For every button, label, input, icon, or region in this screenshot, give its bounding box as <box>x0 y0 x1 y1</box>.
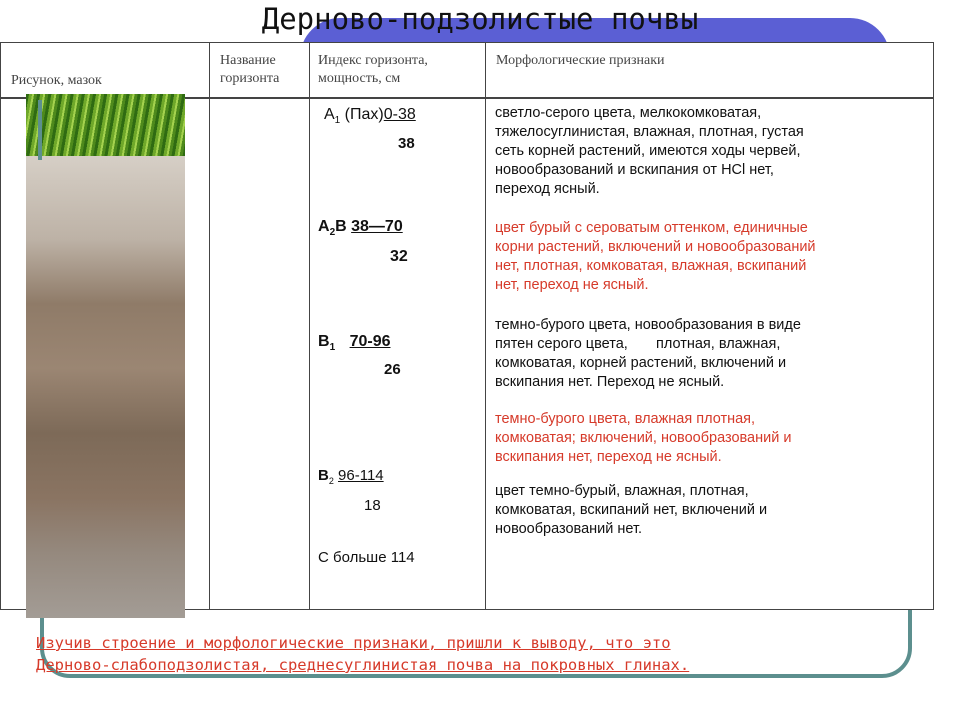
horizon-b1: $B_1$ 70-96 <box>318 333 391 354</box>
page-title: Дерново-подзолистые почвы <box>261 2 699 36</box>
cell-index <box>309 98 486 610</box>
description-a2b: цвет бурый с сероватым оттенком, единичные корни растений, включений и новообразований нет, плотная, комковатая, влажная, вскипаний нет, переход не ясный. <box>495 220 816 293</box>
conclusion-line2: Дерново-слабоподзолистая, среднесуглинистая почва на покровных глинах. <box>36 656 690 674</box>
header-name-line1: Название <box>220 53 276 68</box>
header-morph-label: Морфологические признаки <box>496 53 665 68</box>
horizon-a1-thickness: 38 <box>398 135 415 152</box>
grass-layer <box>26 94 185 156</box>
soil-profile-image <box>26 94 185 618</box>
header-name <box>209 42 310 98</box>
horizon-c: С больше 114 <box>318 549 415 566</box>
header-index <box>309 42 486 98</box>
description-b1: темно-бурого цвета, новообразования в виде пятен серого цвета, плотная, влажная, комковатая, корней растений, включений и вскипания нет. Переход не ясный. <box>495 317 801 390</box>
horizon-b2: $B_2$ 96-114 <box>318 467 384 486</box>
horizon-b1-thickness: 26 <box>384 361 401 378</box>
description-b2: темно-бурого цвета, влажная плотная, комковатая; включений, новообразований и вскипания нет, переход не ясный. <box>495 411 792 465</box>
header-index-line2: мощность, см <box>318 71 401 86</box>
description-a1: светло-серого цвета, мелкокомковатая, тяжелосуглинистая, влажная, плотная, густая сеть корней растений, имеются ходы червей, новообразований и вскипания от HCl нет, переход ясный. <box>495 105 804 197</box>
soil-layers <box>26 156 185 618</box>
horizon-a2b: $A_2B$ 38—70 <box>318 218 403 239</box>
horizon-a2b-thickness: 32 <box>390 248 408 265</box>
conclusion-text <box>36 632 916 676</box>
header-morph <box>485 42 934 98</box>
header-picture-label: Рисунок, мазок <box>11 73 102 88</box>
header-name-line2: горизонта <box>220 71 280 86</box>
frame-accent <box>38 100 42 160</box>
header-picture <box>0 42 210 98</box>
cell-name <box>209 98 310 610</box>
horizon-a1: $A_1$ (Пах)0-38 <box>324 106 416 127</box>
horizon-b2-thickness: 18 <box>364 497 381 514</box>
description-c: цвет темно-бурый, влажная, плотная, комковатая, вскипаний нет, включений и новообразований нет. <box>495 483 768 537</box>
header-index-line1: Индекс горизонта, <box>318 53 428 68</box>
conclusion-line1: Изучив строение и морфологические признаки, пришли к выводу, что это <box>36 634 671 652</box>
